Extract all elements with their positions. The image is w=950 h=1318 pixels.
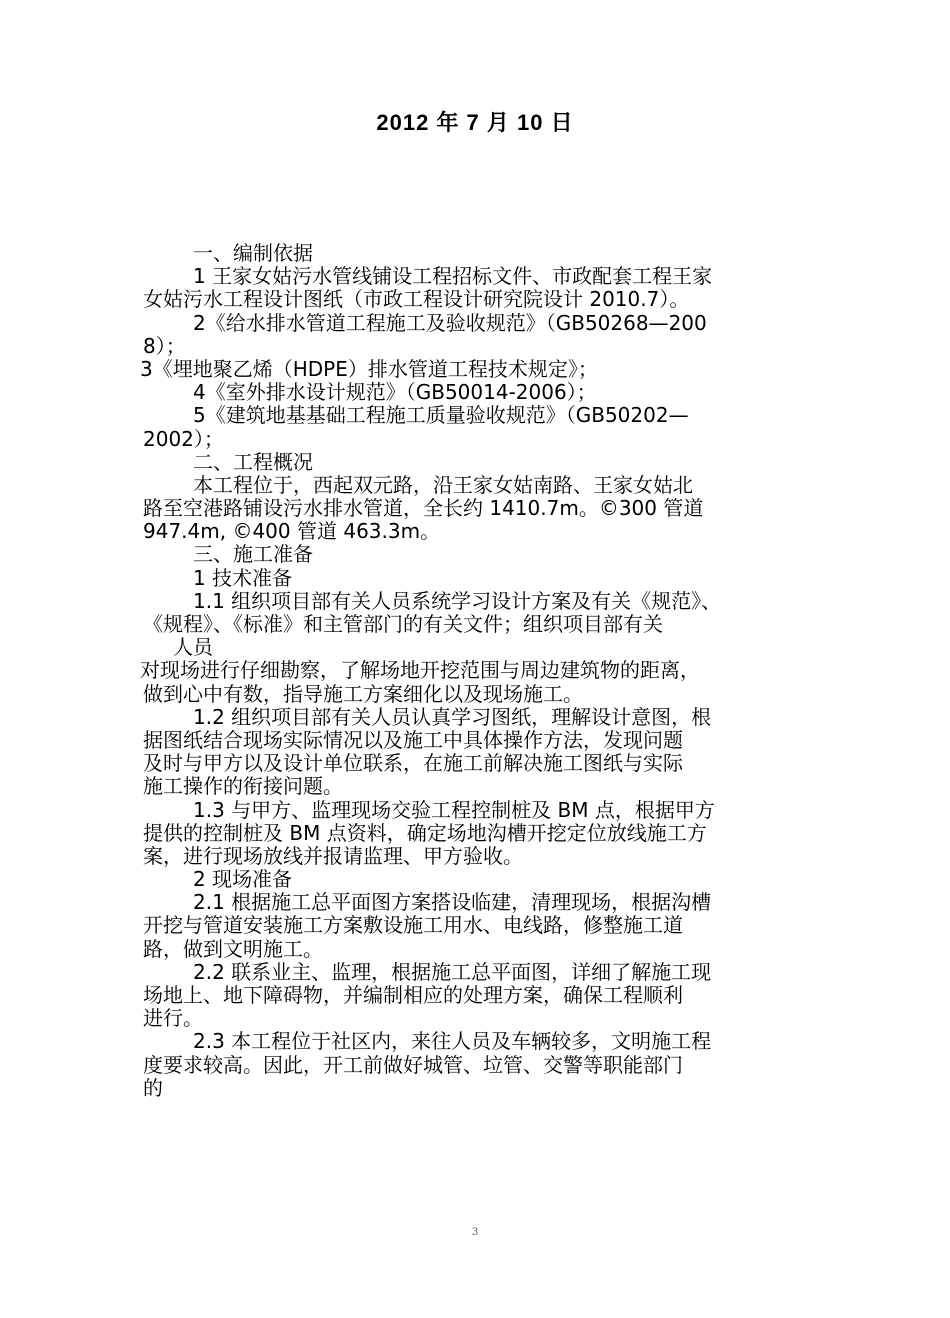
document-body <box>140 241 843 1100</box>
paragraph-line: 3《埋地聚乙烯（HDPE）排水管道工程技术规定》； <box>140 356 598 381</box>
paragraph-line: 2.2 联系业主、监理，根据施工总平面图，详细了解施工现 <box>193 959 712 984</box>
paragraph-line: 提供的控制桩及 BM 点资料，确定场地沟槽开挖定位放线施工方 <box>143 820 707 845</box>
paragraph-line: 947.4m, ©400 管道 463.3m。 <box>143 519 441 544</box>
paragraph-line: 《规程》、《标准》和主管部门的有关文件；组织项目部有关 <box>143 612 663 636</box>
paragraph-line: 据图纸结合现场实际情况以及施工中具体操作方法，发现问题 <box>143 727 683 752</box>
paragraph-line: 2.3 本工程位于社区内，来往人员及车辆较多，文明施工程 <box>193 1029 712 1054</box>
paragraph-line: 2002）； <box>143 426 224 451</box>
paragraph-line: 及时与甲方以及设计单位联系，在施工前解决施工图纸与实际 <box>143 751 683 776</box>
paragraph-line: 5《建筑地基基础工程施工质量验收规范》（GB50202— <box>193 403 689 428</box>
subsection-heading: 1 技术准备 <box>193 565 293 590</box>
paragraph-line: 场地上、地下障碍物，并编制相应的处理方案，确保工程顺利 <box>143 983 683 1007</box>
paragraph-line: 做到心中有数，指导施工方案细化以及现场施工。 <box>143 681 583 706</box>
paragraph-line: 的 <box>143 1075 163 1100</box>
section-heading: 二、工程概况 <box>193 449 313 474</box>
paragraph-line: 4《室外排水设计规范》（GB50014-2006）； <box>193 380 597 405</box>
paragraph-line: 度要求较高。因此，开工前做好城管、垃管、交警等职能部门 <box>143 1052 683 1077</box>
paragraph-line: 1.3 与甲方、监理现场交验工程控制桩及 BM 点，根据甲方 <box>193 797 715 822</box>
paragraph-line: 2.1 根据施工总平面图方案搭设临建，清理现场，根据沟槽 <box>193 890 712 915</box>
paragraph-line: 女姑污水工程设计图纸（市政工程设计研究院设计 2010.7）。 <box>143 287 690 312</box>
paragraph-line: 对现场进行仔细勘察，了解场地开挖范围与周边建筑物的距离， <box>140 658 700 683</box>
paragraph-line: 本工程位于，西起双元路，沿王家女姑南路、王家女姑北 <box>193 472 693 497</box>
paragraph-line: 2《给水排水管道工程施工及验收规范》（GB50268—200 <box>193 310 707 335</box>
paragraph-line: 人员 <box>173 635 213 660</box>
paragraph-line: 路，做到文明施工。 <box>143 936 323 961</box>
section-heading: 三、施工准备 <box>193 542 313 567</box>
paragraph-line: 1.1 组织项目部有关人员系统学习设计方案及有关《规范》、 <box>193 588 722 613</box>
paragraph-line: 开挖与管道安装施工方案敷设施工用水、电线路，修整施工道 <box>143 913 683 938</box>
paragraph-line: 1 王家女姑污水管线铺设工程招标文件、市政配套工程王家 <box>193 264 713 289</box>
paragraph-line: 8）； <box>143 333 186 358</box>
paragraph-line: 进行。 <box>143 1006 203 1031</box>
paragraph-line: 施工操作的衔接问题。 <box>143 774 343 799</box>
paragraph-line: 路至空港路铺设污水排水管道，全长约 1410.7m。©300 管道 <box>143 496 704 521</box>
document-date: 2012 年 7 月 10 日 <box>376 110 574 135</box>
page-number: 3 <box>471 1227 479 1238</box>
section-heading: 一、编制依据 <box>193 241 313 265</box>
paragraph-line: 1.2 组织项目部有关人员认真学习图纸，理解设计意图，根 <box>193 704 712 729</box>
subsection-heading: 2 现场准备 <box>193 867 293 892</box>
paragraph-line: 案，进行现场放线并报请监理、甲方验收。 <box>143 843 523 868</box>
